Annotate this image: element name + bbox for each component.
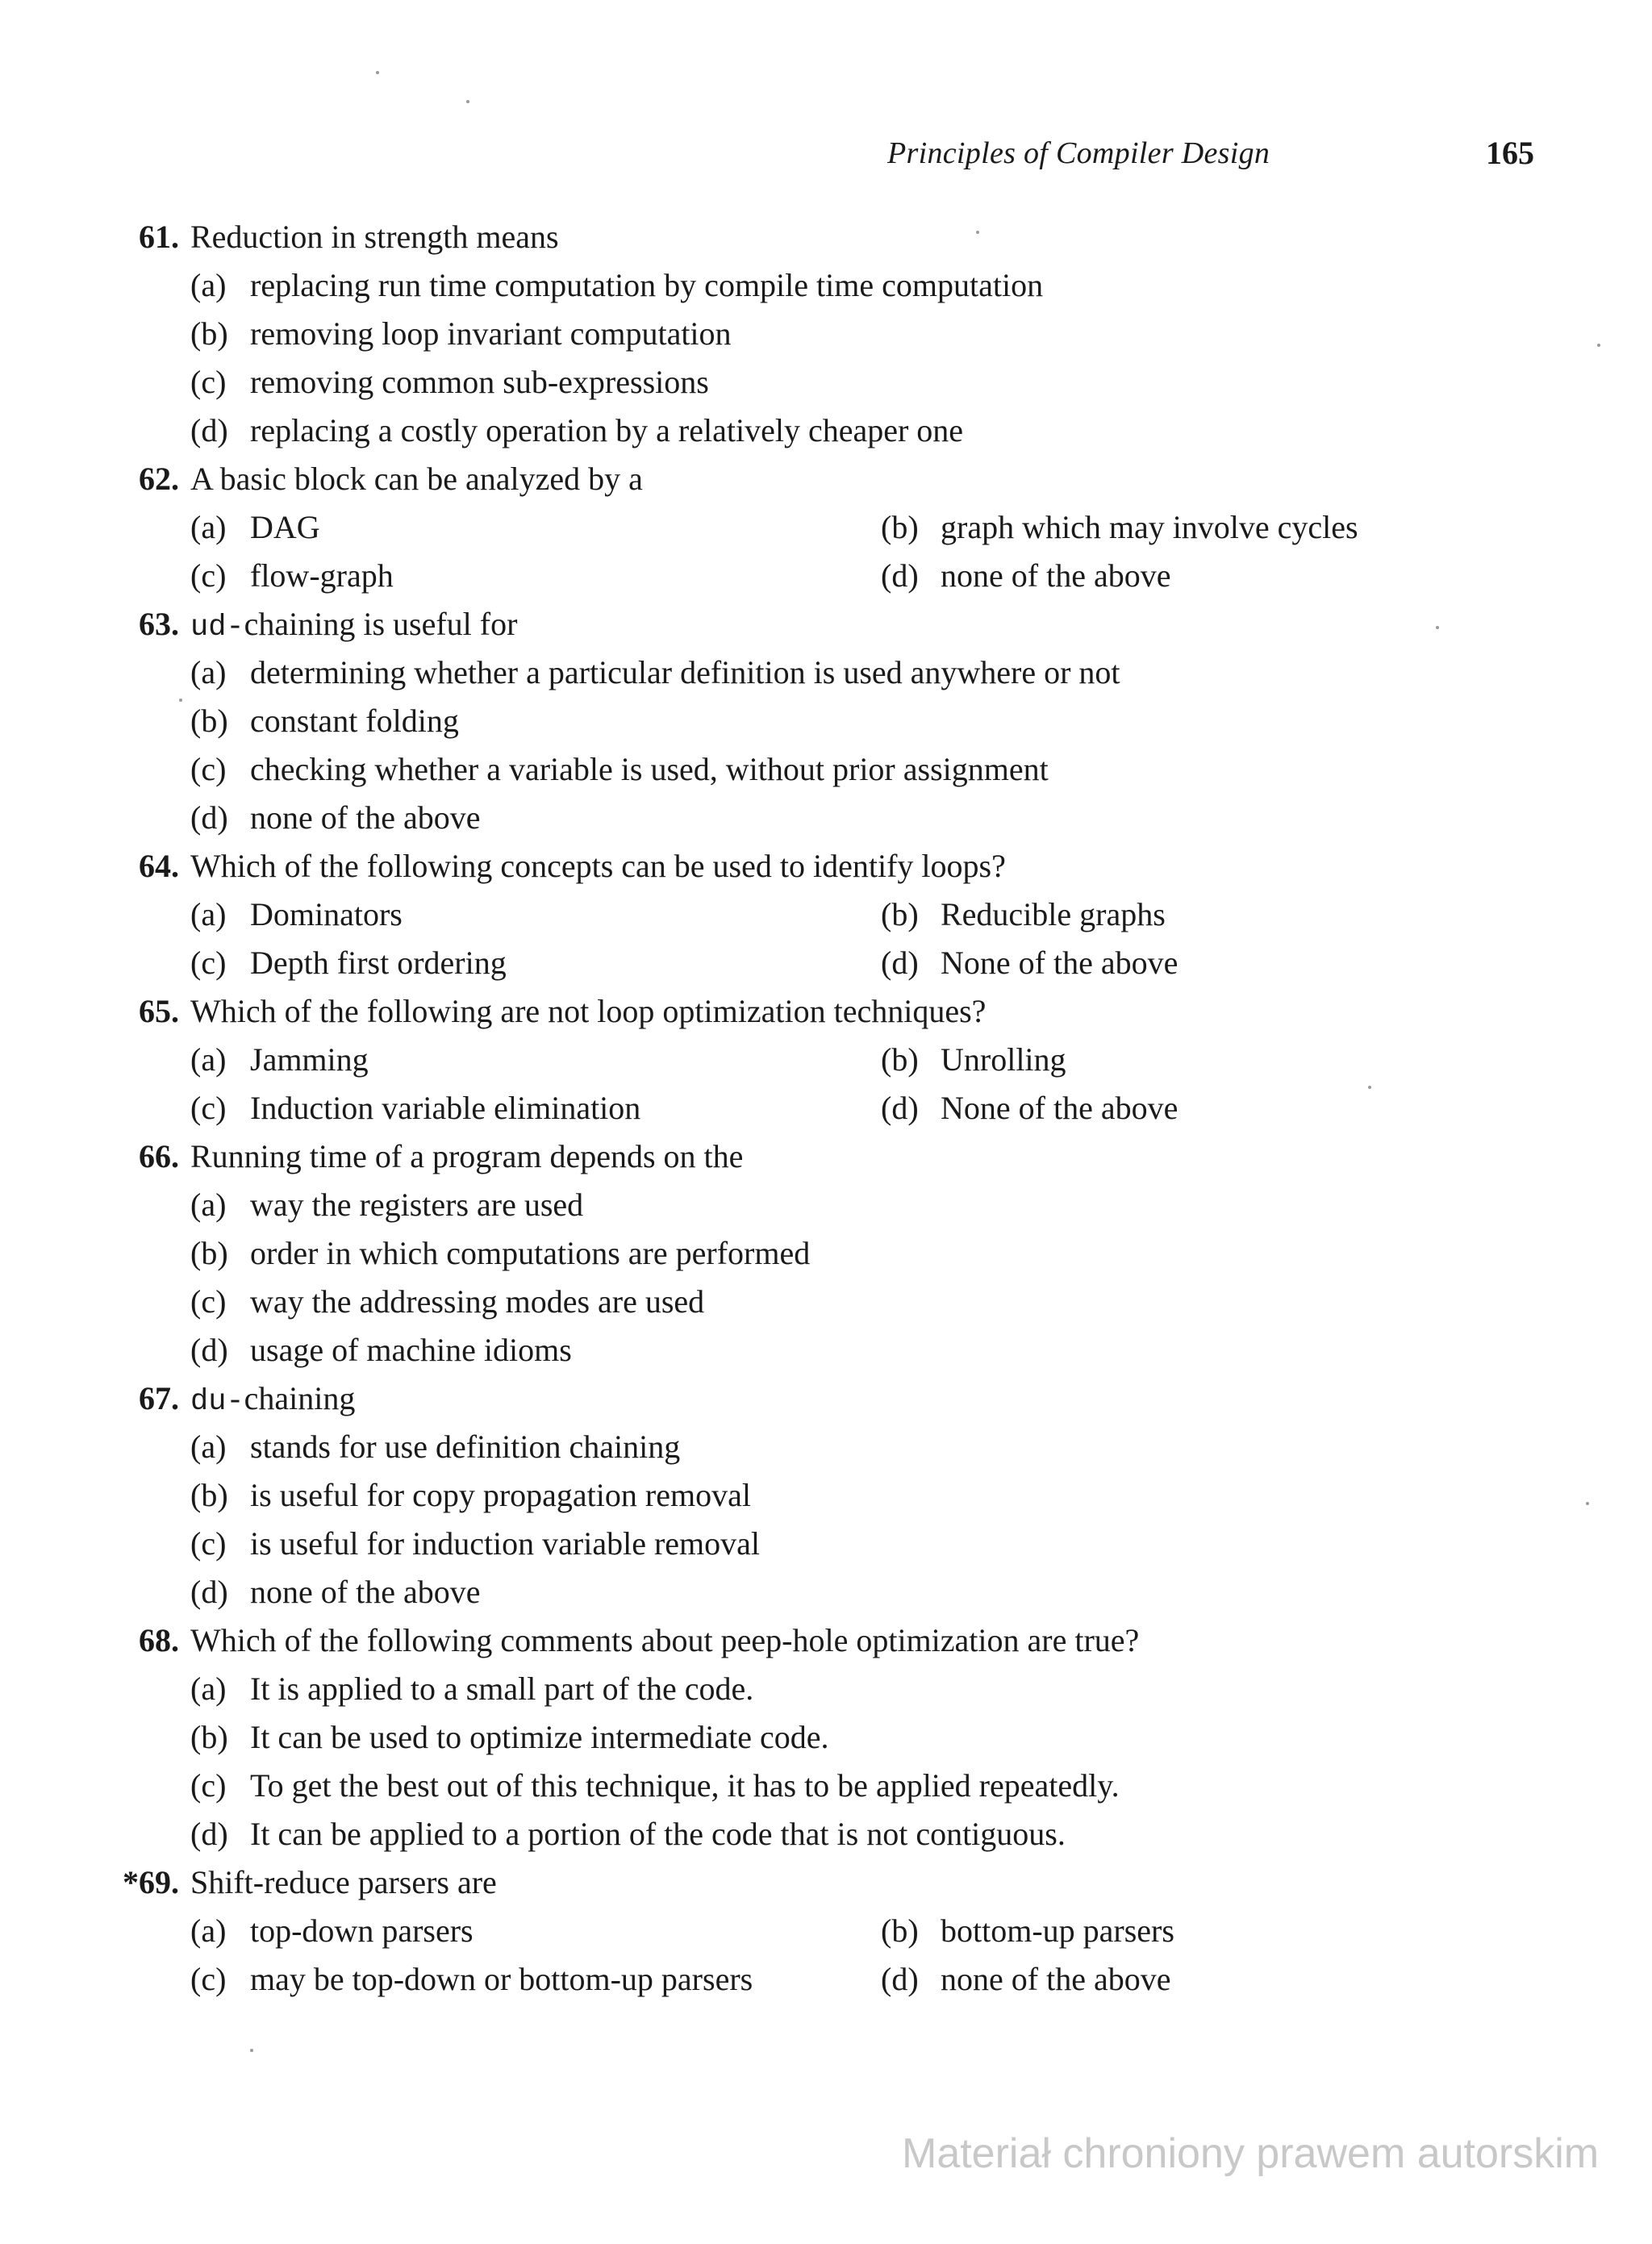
question-stem <box>0 1616 1652 1665</box>
option-c <box>190 358 709 407</box>
option-row <box>0 1471 1652 1520</box>
question-text: Shift-reduce parsers are <box>190 1864 497 1900</box>
option-text: Induction variable elimination <box>250 1090 641 1126</box>
question-text: Which of the following are not loop optimization techniques? <box>190 993 987 1029</box>
option-row <box>0 1665 1652 1713</box>
option-row <box>0 1713 1652 1762</box>
option-d <box>881 939 1178 987</box>
option-text: none of the above <box>941 1961 1171 1997</box>
option-text: Unrolling <box>941 1041 1066 1078</box>
option-label: (d) <box>881 1090 919 1126</box>
option-text: Depth first ordering <box>250 945 507 981</box>
option-text: bottom-up parsers <box>941 1912 1174 1949</box>
option-c <box>190 939 507 987</box>
option-d <box>881 552 1170 600</box>
option-row <box>0 1181 1652 1229</box>
option-label: (c) <box>190 945 227 981</box>
question-65 <box>0 987 1652 1132</box>
option-row <box>0 358 1652 407</box>
question-62 <box>0 455 1652 600</box>
scan-speck <box>1586 1502 1589 1505</box>
option-label: (b) <box>881 896 919 932</box>
option-text: determining whether a particular definition is used anywhere or not <box>250 654 1120 690</box>
option-text: It can be used to optimize intermediate code. <box>250 1719 829 1755</box>
option-row <box>0 1278 1652 1326</box>
option-a <box>190 1036 369 1084</box>
question-code-term: du- <box>190 1385 244 1419</box>
question-text: chaining <box>244 1380 356 1416</box>
question-stem <box>0 987 1652 1036</box>
option-row <box>0 1568 1652 1616</box>
option-b <box>190 697 459 745</box>
option-text: replacing run time computation by compile time computation <box>250 267 1044 303</box>
option-row <box>0 552 1652 600</box>
option-label: (d) <box>190 412 228 448</box>
option-label: (b) <box>190 703 228 739</box>
option-row <box>0 1229 1652 1278</box>
question-stem <box>0 455 1652 503</box>
option-text: stands for use definition chaining <box>250 1429 681 1465</box>
option-a <box>190 891 403 939</box>
option-row <box>0 407 1652 455</box>
option-text: order in which computations are performed <box>250 1235 811 1271</box>
option-b <box>881 891 1166 939</box>
option-a <box>190 1907 473 1955</box>
option-b <box>881 1907 1174 1955</box>
option-text: checking whether a variable is used, without prior assignment <box>250 751 1049 787</box>
scan-speck <box>1436 626 1439 629</box>
option-text: usage of machine idioms <box>250 1332 572 1368</box>
question-text: A basic block can be analyzed by a <box>190 461 643 497</box>
option-row <box>0 939 1652 987</box>
question-number: 63. <box>139 606 179 642</box>
question-text: Running time of a program depends on the <box>190 1138 744 1174</box>
question-list <box>0 213 1652 2004</box>
scan-speck <box>976 231 979 234</box>
question-stem <box>0 600 1652 649</box>
option-row <box>0 794 1652 842</box>
option-label: (d) <box>190 799 228 836</box>
option-text: flow-graph <box>250 557 394 594</box>
option-label: (b) <box>881 1041 919 1078</box>
option-c <box>190 1084 640 1132</box>
running-head-title: Principles of Compiler Design <box>887 136 1270 170</box>
option-text: none of the above <box>941 557 1171 594</box>
option-text: is useful for induction variable removal <box>250 1525 761 1562</box>
option-d <box>881 1084 1178 1132</box>
option-label: (d) <box>881 557 919 594</box>
option-text: none of the above <box>250 799 481 836</box>
option-d <box>190 1326 572 1374</box>
option-label: (c) <box>190 1961 227 1997</box>
question-number: 64. <box>139 848 179 884</box>
option-label: (a) <box>190 267 227 303</box>
scan-speck <box>376 71 379 74</box>
option-label: (c) <box>190 364 227 400</box>
option-label: (d) <box>190 1574 228 1610</box>
scan-speck <box>466 100 469 103</box>
option-c <box>190 1762 1120 1810</box>
question-number: 61. <box>139 219 179 255</box>
option-text: None of the above <box>941 945 1179 981</box>
option-text: way the addressing modes are used <box>250 1283 705 1320</box>
option-b <box>881 503 1358 552</box>
question-text: Which of the following comments about peep-hole optimization are true? <box>190 1622 1140 1658</box>
option-row <box>0 1762 1652 1810</box>
question-text: chaining is useful for <box>244 606 518 642</box>
option-label: (c) <box>190 557 227 594</box>
scan-speck <box>1597 344 1600 347</box>
option-label: (c) <box>190 1767 227 1804</box>
option-label: (a) <box>190 896 227 932</box>
option-text: is useful for copy propagation removal <box>250 1477 751 1513</box>
question-63 <box>0 600 1652 842</box>
question-code-term: ud- <box>190 611 244 644</box>
option-c <box>190 1278 704 1326</box>
option-text: none of the above <box>250 1574 481 1610</box>
option-text: replacing a costly operation by a relatively cheaper one <box>250 412 964 448</box>
option-row <box>0 503 1652 552</box>
scan-speck <box>1368 1086 1371 1089</box>
option-label: (c) <box>190 1525 227 1562</box>
option-row <box>0 1907 1652 1955</box>
option-row <box>0 1036 1652 1084</box>
option-label: (c) <box>190 1090 227 1126</box>
option-b <box>190 1713 829 1762</box>
option-a <box>190 1181 583 1229</box>
option-text: None of the above <box>941 1090 1179 1126</box>
option-text: removing loop invariant computation <box>250 315 732 352</box>
option-row <box>0 310 1652 358</box>
option-text: It is applied to a small part of the code. <box>250 1670 754 1707</box>
question-68 <box>0 1616 1652 1858</box>
option-row <box>0 1810 1652 1858</box>
option-b <box>190 1229 810 1278</box>
option-a <box>190 1665 753 1713</box>
option-d <box>190 407 963 455</box>
option-row <box>0 745 1652 794</box>
question-number: 68. <box>139 1622 179 1658</box>
option-row <box>0 1084 1652 1132</box>
scan-speck <box>250 2049 253 2052</box>
option-text: DAG <box>250 509 320 545</box>
option-d <box>190 1810 1066 1858</box>
option-text: top-down parsers <box>250 1912 473 1949</box>
copyright-watermark: Materiał chroniony prawem autorskim <box>902 2130 1600 2177</box>
question-61 <box>0 213 1652 455</box>
option-label: (a) <box>190 654 227 690</box>
question-64 <box>0 842 1652 987</box>
option-row <box>0 1423 1652 1471</box>
option-row <box>0 697 1652 745</box>
question-text: Reduction in strength means <box>190 219 559 255</box>
option-label: (d) <box>881 1961 919 1997</box>
option-row <box>0 1955 1652 2004</box>
option-a <box>190 1423 680 1471</box>
option-label: (a) <box>190 1187 227 1223</box>
option-d <box>881 1955 1170 2004</box>
question-67 <box>0 1374 1652 1616</box>
option-label: (a) <box>190 1429 227 1465</box>
option-text: Dominators <box>250 896 403 932</box>
option-text: way the registers are used <box>250 1187 584 1223</box>
question-stem <box>0 213 1652 261</box>
option-a <box>190 649 1120 697</box>
option-c <box>190 552 394 600</box>
question-stem <box>0 1374 1652 1423</box>
option-label: (a) <box>190 509 227 545</box>
option-label: (d) <box>190 1816 228 1852</box>
question-stem <box>0 842 1652 891</box>
option-b <box>881 1036 1066 1084</box>
option-label: (d) <box>881 945 919 981</box>
option-text: may be top-down or bottom-up parsers <box>250 1961 753 1997</box>
question-66 <box>0 1132 1652 1374</box>
scan-speck <box>179 699 182 702</box>
option-text: It can be applied to a portion of the code that is not contiguous. <box>250 1816 1066 1852</box>
question-number: 65. <box>139 993 179 1029</box>
option-d <box>190 1568 480 1616</box>
question-stem <box>0 1132 1652 1181</box>
option-text: removing common sub-expressions <box>250 364 709 400</box>
question-number: 66. <box>139 1138 179 1174</box>
option-text: Jamming <box>250 1041 369 1078</box>
option-text: constant folding <box>250 703 459 739</box>
option-row <box>0 261 1652 310</box>
option-row <box>0 1520 1652 1568</box>
option-row <box>0 649 1652 697</box>
option-label: (a) <box>190 1041 227 1078</box>
option-label: (b) <box>190 1477 228 1513</box>
option-text: graph which may involve cycles <box>941 509 1358 545</box>
option-label: (b) <box>190 315 228 352</box>
question-69 <box>0 1858 1652 2004</box>
option-label: (c) <box>190 1283 227 1320</box>
option-label: (b) <box>190 1235 228 1271</box>
option-row <box>0 1326 1652 1374</box>
question-number: 62. <box>139 461 179 497</box>
option-label: (c) <box>190 751 227 787</box>
question-number: 67. <box>139 1380 179 1416</box>
option-text: Reducible graphs <box>941 896 1166 932</box>
page-number: 165 <box>1486 135 1534 171</box>
option-c <box>190 745 1049 794</box>
option-c <box>190 1955 753 2004</box>
option-text: To get the best out of this technique, it has to be applied repeatedly. <box>250 1767 1120 1804</box>
option-d <box>190 794 480 842</box>
option-c <box>190 1520 760 1568</box>
option-label: (a) <box>190 1670 227 1707</box>
option-row <box>0 891 1652 939</box>
option-label: (b) <box>881 1912 919 1949</box>
option-a <box>190 503 320 552</box>
option-label: (b) <box>881 509 919 545</box>
question-stem <box>0 1858 1652 1907</box>
option-label: (d) <box>190 1332 228 1368</box>
option-a <box>190 261 1043 310</box>
option-b <box>190 1471 751 1520</box>
question-number: *69. <box>123 1864 179 1900</box>
option-b <box>190 310 732 358</box>
question-text: Which of the following concepts can be used to identify loops? <box>190 848 1006 884</box>
option-label: (a) <box>190 1912 227 1949</box>
option-label: (b) <box>190 1719 228 1755</box>
